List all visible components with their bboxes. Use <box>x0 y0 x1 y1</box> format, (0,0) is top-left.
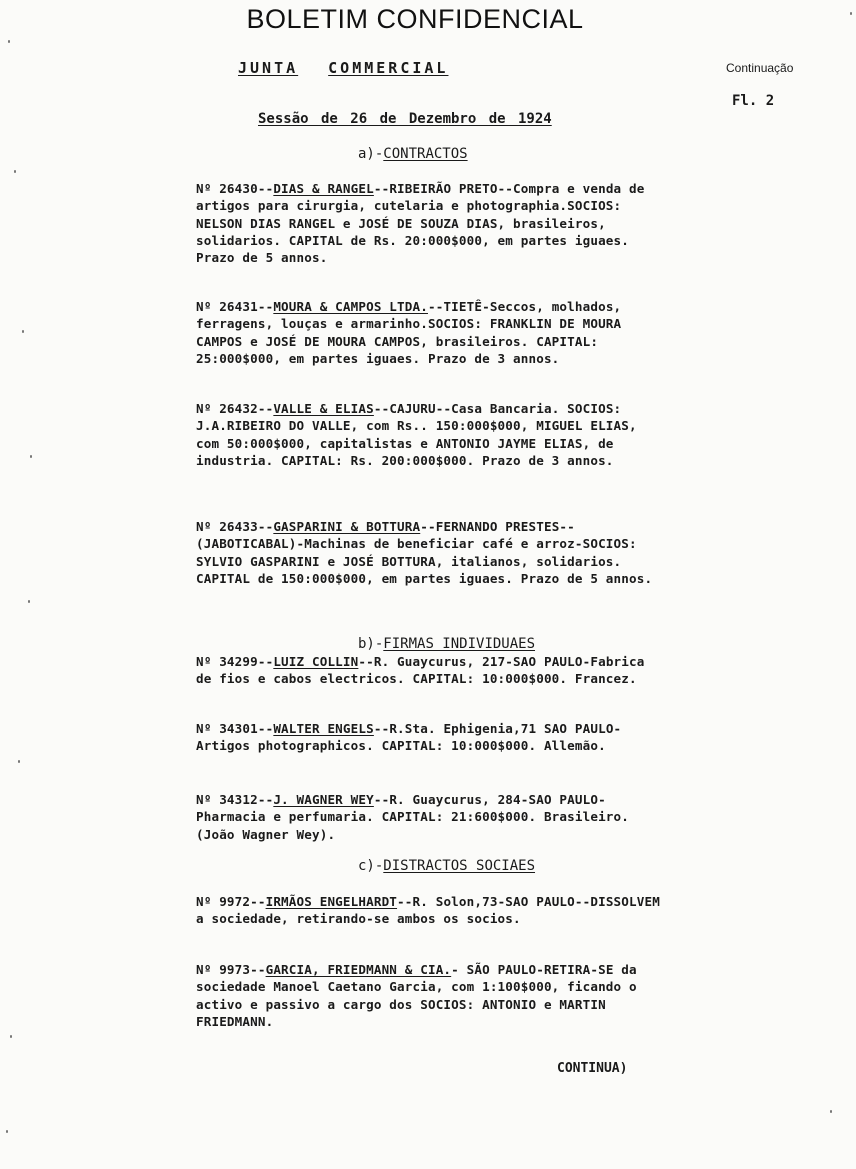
section-heading-individual-firms <box>358 636 535 652</box>
scan-speck <box>830 1110 832 1113</box>
firm-name: DIAS & RANGEL <box>273 181 374 196</box>
entry-details: --R. Guaycurus, 217-SAO PAULO-Fabrica de fios e cabos electricos. CAPITAL: 10:000$000. Francez. <box>196 654 645 687</box>
section-individual-firms-label: b)-FIRMAS INDIVIDUAES <box>358 636 536 652</box>
scan-speck <box>22 330 24 333</box>
entry-number: Nº 9972-- <box>196 894 266 909</box>
entry-number: Nº 26433-- <box>196 519 274 534</box>
scan-speck <box>14 170 16 173</box>
firm-name: GARCIA, FRIEDMANN & CIA. <box>265 962 452 977</box>
firm-name: GASPARINI & BOTTURA <box>273 519 421 534</box>
entry-number: Nº 9973-- <box>196 962 266 977</box>
entry-number: Nº 26431-- <box>196 299 274 314</box>
session-date: Sessão de 26 de Dezembro de 1924 <box>258 111 552 127</box>
firm-name: IRMÃOS ENGELHARDT <box>265 894 398 909</box>
entry-34301 <box>196 720 666 755</box>
section-heading-distracts <box>358 858 535 874</box>
entry-34299 <box>196 653 666 688</box>
scan-speck <box>8 40 10 43</box>
entry-details: - SÃO PAULO-RETIRA-SE da sociedade Manoel Caetano Garcia, com 1:100$000, ficando o activo e passivo a cargo dos SOCIOS: ANTONIO e MARTIN FRIEDMANN. <box>196 962 637 1029</box>
sheet-number: Fl. 2 <box>732 93 775 109</box>
scan-speck <box>30 455 32 458</box>
organization-right: COMMERCIAL <box>328 59 449 77</box>
continues-note: CONTINUA) <box>557 1061 628 1076</box>
firm-name: J. WAGNER WEY <box>273 792 374 807</box>
entry-9973 <box>196 961 666 1030</box>
entry-details: --CAJURU--Casa Bancaria. SOCIOS: J.A.RIBEIRO DO VALLE, com Rs.. 150:000$000, MIGUEL ELIAS, com 50:000$000, capitalistas e ANTONIO JAYME ELIAS, de industria. CAPITAL: Rs. 200:000$000. Prazo de 3 annos. <box>196 401 637 468</box>
entry-number: Nº 34301-- <box>196 721 274 736</box>
scan-speck <box>10 1035 12 1038</box>
entry-details: --R. Guaycurus, 284-SAO PAULO-Pharmacia e perfumaria. CAPITAL: 21:600$000. Brasileiro.(João Wagner Wey). <box>196 792 629 842</box>
section-contracts-label: a)-CONTRACTOS <box>358 146 468 162</box>
entry-number: Nº 34299-- <box>196 654 274 669</box>
scan-speck <box>28 600 30 603</box>
entry-details: --R.Sta. Ephigenia,71 SAO PAULO-Artigos photographicos. CAPITAL: 10:000$000. Allemão. <box>196 721 622 754</box>
firm-name: WALTER ENGELS <box>273 721 374 736</box>
scan-speck <box>6 1130 8 1133</box>
entry-details: --TIETÊ-Seccos, molhados, ferragens, louças e armarinho.SOCIOS: FRANKLIN DE MOURA CAMPOS e JOSÉ DE MOURA CAMPOS, brasileiros. CAPITAL: 25:000$000, em partes iguaes. Prazo de 3 annos. <box>196 299 622 366</box>
entry-details: --RIBEIRÃO PRETO--Compra e venda de artigos para cirurgia, cutelaria e photographia.SOCIOS: NELSON DIAS RANGEL e JOSÉ DE SOUZA DIAS, brasileiros, solidarios. CAPITAL de Rs. 20:000$000, em partes iguaes. Prazo de 5 annos. <box>196 181 645 266</box>
bulletin-title: BOLETIM CONFIDENCIAL <box>246 4 584 34</box>
section-distracts-label: c)-DISTRACTOS SOCIAES <box>358 858 536 874</box>
scan-speck <box>18 760 20 763</box>
section-heading-contracts <box>358 146 468 162</box>
entry-details: --FERNANDO PRESTES--(JABOTICABAL)-Machinas de beneficiar café e arroz-SOCIOS: SYLVIO GASPARINI e JOSÉ BOTTURA, italianos, solidarios. CAPITAL de 150:000$000, em partes iguaes. Prazo de 5 annos. <box>196 519 653 586</box>
entry-9972 <box>196 893 666 928</box>
entry-details: --R. Solon,73-SAO PAULO--DISSOLVEM a sociedade, retirando-se ambos os socios. <box>196 894 660 927</box>
entry-26431 <box>196 298 666 367</box>
entry-26430 <box>196 180 666 266</box>
entry-number: Nº 26432-- <box>196 401 274 416</box>
organization-heading <box>238 59 448 77</box>
entry-26432 <box>196 400 666 469</box>
entry-34312 <box>196 791 666 843</box>
entry-26433 <box>196 518 666 587</box>
firm-name: MOURA & CAMPOS LTDA. <box>273 299 428 314</box>
entry-number: Nº 26430-- <box>196 181 274 196</box>
firm-name: VALLE & ELIAS <box>273 401 374 416</box>
scan-speck <box>850 12 852 15</box>
firm-name: LUIZ COLLIN <box>273 654 359 669</box>
organization-left: JUNTA <box>238 59 299 77</box>
continuation-note: Continuação <box>726 61 794 75</box>
entry-number: Nº 34312-- <box>196 792 274 807</box>
